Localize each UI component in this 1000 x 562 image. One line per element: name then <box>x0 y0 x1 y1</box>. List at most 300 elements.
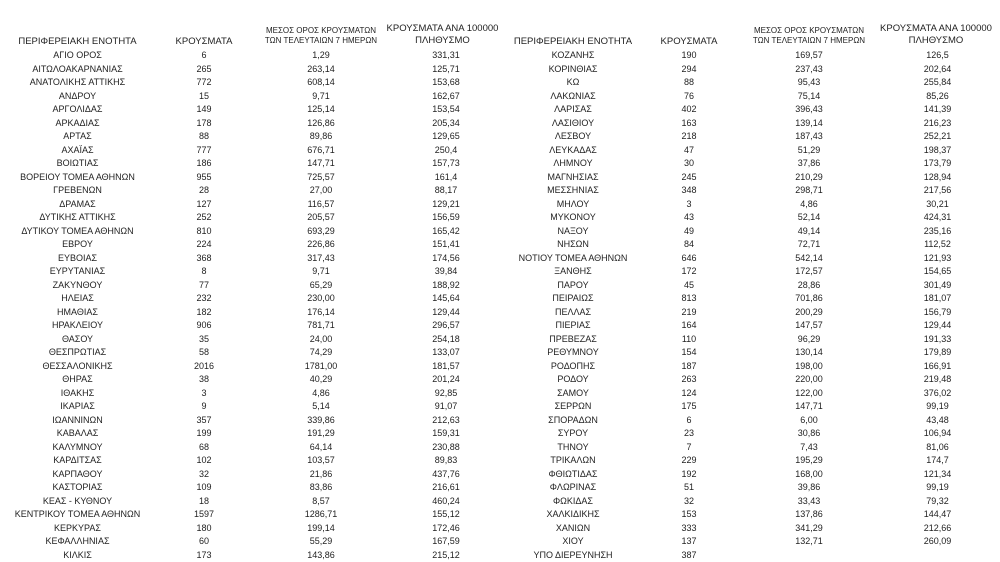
cell-region: ΠΡΕΒΕΖΑΣ <box>500 333 646 347</box>
cell-region: ΑΡΤΑΣ <box>0 130 155 144</box>
cell-cases: 777 <box>160 144 248 158</box>
cell-cases: 7 <box>640 441 738 455</box>
cell-avg-7-days: 8,57 <box>262 495 380 509</box>
cell-avg-7-days: 37,86 <box>750 157 868 171</box>
cell-avg-7-days: 83,86 <box>262 481 380 495</box>
cell-region: ΤΡΙΚΑΛΩΝ <box>500 454 646 468</box>
cell-avg-7-days: 132,71 <box>750 535 868 549</box>
cell-cases: 357 <box>160 414 248 428</box>
header-per100k <box>872 23 1000 47</box>
cell-region: ΙΚΑΡΙΑΣ <box>0 400 155 414</box>
cell-region: ΛΗΜΝΟΥ <box>500 157 646 171</box>
cell-avg-7-days: 676,71 <box>262 144 380 158</box>
cell-cases: 163 <box>640 117 738 131</box>
cell-region: ΝΑΞΟΥ <box>500 225 646 239</box>
cell-region: ΛΑΚΩΝΙΑΣ <box>500 90 646 104</box>
cell-avg-7-days: 75,14 <box>750 90 868 104</box>
table-row <box>500 522 1000 536</box>
cell-avg-7-days: 210,29 <box>750 171 868 185</box>
cell-per-100k: 128,94 <box>875 171 1000 185</box>
cell-region: ΣΠΟΡΑΔΩΝ <box>500 414 646 428</box>
cell-region: ΘΕΣΠΡΩΤΙΑΣ <box>0 346 155 360</box>
cell-avg-7-days: 137,86 <box>750 508 868 522</box>
cell-cases: 110 <box>640 333 738 347</box>
cell-cases: 182 <box>160 306 248 320</box>
cell-cases: 180 <box>160 522 248 536</box>
cell-cases: 43 <box>640 211 738 225</box>
cell-per-100k: 85,26 <box>875 90 1000 104</box>
cell-per-100k: 202,64 <box>875 63 1000 77</box>
table-row <box>0 400 500 414</box>
table-row <box>0 117 500 131</box>
cell-cases: 35 <box>160 333 248 347</box>
cell-cases: 2016 <box>160 360 248 374</box>
cell-avg-7-days: 226,86 <box>262 238 380 252</box>
right-table-body <box>500 49 1000 562</box>
cell-per-100k: 230,88 <box>385 441 507 455</box>
cell-cases: 172 <box>640 265 738 279</box>
cell-per-100k: 250,4 <box>385 144 507 158</box>
cell-per-100k: 216,23 <box>875 117 1000 131</box>
right-table-header <box>500 0 1000 48</box>
table-row <box>0 130 500 144</box>
cell-per-100k: 301,49 <box>875 279 1000 293</box>
cell-avg-7-days: 725,57 <box>262 171 380 185</box>
cell-avg-7-days: 89,86 <box>262 130 380 144</box>
cell-region: ΑΓΙΟ ΟΡΟΣ <box>0 49 155 63</box>
cell-region: ΕΥΒΟΙΑΣ <box>0 252 155 266</box>
table-row <box>500 211 1000 225</box>
cell-cases: 175 <box>640 400 738 414</box>
cell-per-100k: 424,31 <box>875 211 1000 225</box>
table-row <box>0 279 500 293</box>
cell-avg-7-days: 30,86 <box>750 427 868 441</box>
cell-cases: 6 <box>160 49 248 63</box>
cell-avg-7-days: 64,14 <box>262 441 380 455</box>
cell-region: ΓΡΕΒΕΝΩΝ <box>0 184 155 198</box>
cell-avg-7-days: 122,00 <box>750 387 868 401</box>
cell-per-100k: 162,67 <box>385 90 507 104</box>
table-row <box>0 387 500 401</box>
cell-cases: 263 <box>640 373 738 387</box>
cell-region: ΘΗΡΑΣ <box>0 373 155 387</box>
cell-per-100k: 254,18 <box>385 333 507 347</box>
cell-avg-7-days: 125,14 <box>262 103 380 117</box>
cell-cases: 164 <box>640 319 738 333</box>
table-row <box>500 157 1000 171</box>
table-row <box>0 468 500 482</box>
cell-per-100k: 255,84 <box>875 76 1000 90</box>
cell-cases: 58 <box>160 346 248 360</box>
cell-region: ΑΧΑΪΑΣ <box>0 144 155 158</box>
cell-per-100k: 99,19 <box>875 400 1000 414</box>
cell-avg-7-days: 341,29 <box>750 522 868 536</box>
cell-avg-7-days: 9,71 <box>262 265 380 279</box>
cell-cases: 60 <box>160 535 248 549</box>
cell-per-100k: 191,33 <box>875 333 1000 347</box>
header-cases: ΚΡΟΥΣΜΑΤΑ <box>160 36 248 47</box>
table-row <box>500 252 1000 266</box>
cell-cases: 38 <box>160 373 248 387</box>
table-row <box>500 481 1000 495</box>
cell-avg-7-days: 169,57 <box>750 49 868 63</box>
right-table <box>500 0 1000 541</box>
cell-region: ΠΙΕΡΙΑΣ <box>500 319 646 333</box>
cell-region: ΑΝΑΤΟΛΙΚΗΣ ΑΤΤΙΚΗΣ <box>0 76 155 90</box>
cell-per-100k: 156,59 <box>385 211 507 225</box>
cell-avg-7-days: 1286,71 <box>262 508 380 522</box>
cell-cases: 49 <box>640 225 738 239</box>
cell-region: ΣΥΡΟΥ <box>500 427 646 441</box>
header-avg <box>262 26 380 46</box>
cell-avg-7-days: 72,71 <box>750 238 868 252</box>
cell-per-100k: 81,06 <box>875 441 1000 455</box>
cell-per-100k: 179,89 <box>875 346 1000 360</box>
cell-avg-7-days: 21,86 <box>262 468 380 482</box>
cell-avg-7-days: 116,57 <box>262 198 380 212</box>
cell-region: ΙΩΑΝΝΙΝΩΝ <box>0 414 155 428</box>
cell-per-100k: 296,57 <box>385 319 507 333</box>
cell-region: ΧΙΟΥ <box>500 535 646 549</box>
table-row <box>0 225 500 239</box>
left-table-header <box>0 0 500 48</box>
cell-per-100k: 153,54 <box>385 103 507 117</box>
cell-per-100k: 88,17 <box>385 184 507 198</box>
cell-per-100k: 156,79 <box>875 306 1000 320</box>
cell-cases: 906 <box>160 319 248 333</box>
cell-region: ΧΑΛΚΙΔΙΚΗΣ <box>500 508 646 522</box>
cell-per-100k: 167,59 <box>385 535 507 549</box>
table-row <box>500 279 1000 293</box>
cell-avg-7-days: 608,14 <box>262 76 380 90</box>
cell-per-100k: 212,63 <box>385 414 507 428</box>
table-row <box>500 535 1000 549</box>
cell-region: ΝΟΤΙΟΥ ΤΟΜΕΑ ΑΘΗΝΩΝ <box>500 252 646 266</box>
cell-avg-7-days: 130,14 <box>750 346 868 360</box>
cell-avg-7-days: 6,00 <box>750 414 868 428</box>
cell-avg-7-days: 143,86 <box>262 549 380 562</box>
header-avg-line2: ΤΩΝ ΤΕΛΕΥΤΑΙΩΝ 7 ΗΜΕΡΩΝ <box>262 36 380 46</box>
cell-cases: 402 <box>640 103 738 117</box>
header-avg-line1: ΜΕΣΟΣ ΟΡΟΣ ΚΡΟΥΣΜΑΤΩΝ <box>262 26 380 36</box>
cell-cases: 229 <box>640 454 738 468</box>
cell-per-100k: 129,44 <box>385 306 507 320</box>
cell-avg-7-days: 33,43 <box>750 495 868 509</box>
cell-per-100k: 219,48 <box>875 373 1000 387</box>
header-region: ΠΕΡΙΦΕΡΕΙΑΚΗ ΕΝΟΤΗΤΑ <box>0 36 155 47</box>
cell-cases: 192 <box>640 468 738 482</box>
cell-cases: 1597 <box>160 508 248 522</box>
cell-cases: 109 <box>160 481 248 495</box>
cell-avg-7-days: 74,29 <box>262 346 380 360</box>
table-row <box>0 171 500 185</box>
cell-avg-7-days: 126,86 <box>262 117 380 131</box>
cell-avg-7-days: 147,57 <box>750 319 868 333</box>
cell-per-100k: 153,68 <box>385 76 507 90</box>
cell-cases: 190 <box>640 49 738 63</box>
table-row <box>500 468 1000 482</box>
cell-cases: 154 <box>640 346 738 360</box>
cell-region: ΜΗΛΟΥ <box>500 198 646 212</box>
table-row <box>0 157 500 171</box>
cell-region: ΒΟΡΕΙΟΥ ΤΟΜΕΑ ΑΘΗΝΩΝ <box>0 171 155 185</box>
cell-cases: 252 <box>160 211 248 225</box>
cell-avg-7-days: 95,43 <box>750 76 868 90</box>
cell-region: ΑΙΤΩΛΟΑΚΑΡΝΑΝΙΑΣ <box>0 63 155 77</box>
cell-region: ΝΗΣΩΝ <box>500 238 646 252</box>
header-avg <box>750 26 868 46</box>
cell-per-100k: 331,31 <box>385 49 507 63</box>
cell-region: ΠΕΛΛΑΣ <box>500 306 646 320</box>
table-row <box>0 90 500 104</box>
cell-region: ΛΑΣΙΘΙΟΥ <box>500 117 646 131</box>
cell-cases: 224 <box>160 238 248 252</box>
cell-per-100k: 188,92 <box>385 279 507 293</box>
cell-avg-7-days: 298,71 <box>750 184 868 198</box>
header-per100k <box>380 23 505 47</box>
cell-per-100k: 155,12 <box>385 508 507 522</box>
cell-cases: 294 <box>640 63 738 77</box>
cell-per-100k: 89,83 <box>385 454 507 468</box>
table-row <box>0 508 500 522</box>
header-avg-line1: ΜΕΣΟΣ ΟΡΟΣ ΚΡΟΥΣΜΑΤΩΝ <box>750 26 868 36</box>
table-row <box>500 117 1000 131</box>
cell-avg-7-days: 237,43 <box>750 63 868 77</box>
cell-region: ΜΕΣΣΗΝΙΑΣ <box>500 184 646 198</box>
cell-cases: 18 <box>160 495 248 509</box>
cell-avg-7-days: 263,14 <box>262 63 380 77</box>
cell-avg-7-days: 7,43 <box>750 441 868 455</box>
cell-region: ΚΑΛΥΜΝΟΥ <box>0 441 155 455</box>
cell-per-100k: 252,21 <box>875 130 1000 144</box>
cell-region: ΡΕΘΥΜΝΟΥ <box>500 346 646 360</box>
cell-cases: 245 <box>640 171 738 185</box>
cell-region: ΞΑΝΘΗΣ <box>500 265 646 279</box>
cell-region: ΦΘΙΩΤΙΔΑΣ <box>500 468 646 482</box>
cell-cases: 186 <box>160 157 248 171</box>
table-row <box>500 454 1000 468</box>
table-row <box>0 427 500 441</box>
cell-per-100k: 205,34 <box>385 117 507 131</box>
cell-region: ΜΥΚΟΝΟΥ <box>500 211 646 225</box>
cell-cases: 15 <box>160 90 248 104</box>
cell-avg-7-days: 701,86 <box>750 292 868 306</box>
table-row <box>500 427 1000 441</box>
table-row <box>0 144 500 158</box>
cell-avg-7-days: 230,00 <box>262 292 380 306</box>
cell-avg-7-days: 220,00 <box>750 373 868 387</box>
cell-region: ΚΙΛΚΙΣ <box>0 549 155 562</box>
cell-per-100k: 165,42 <box>385 225 507 239</box>
cell-cases: 23 <box>640 427 738 441</box>
cell-per-100k: 144,47 <box>875 508 1000 522</box>
cell-avg-7-days: 172,57 <box>750 265 868 279</box>
cell-region: ΙΘΑΚΗΣ <box>0 387 155 401</box>
table-row <box>500 319 1000 333</box>
cell-region: ΧΑΝΙΩΝ <box>500 522 646 536</box>
cell-cases: 88 <box>640 76 738 90</box>
table-row <box>500 333 1000 347</box>
table-row <box>500 549 1000 562</box>
cell-region: ΣΑΜΟΥ <box>500 387 646 401</box>
table-row <box>0 184 500 198</box>
header-per100k-line1: ΚΡΟΥΣΜΑΤΑ ΑΝΑ 100000 <box>872 23 1000 35</box>
table-row <box>0 454 500 468</box>
cell-cases: 772 <box>160 76 248 90</box>
cell-region: ΚΕΡΚΥΡΑΣ <box>0 522 155 536</box>
cell-cases: 127 <box>160 198 248 212</box>
table-row <box>500 441 1000 455</box>
cell-cases: 9 <box>160 400 248 414</box>
cell-cases: 137 <box>640 535 738 549</box>
table-row <box>500 90 1000 104</box>
cell-per-100k: 121,34 <box>875 468 1000 482</box>
table-row <box>500 238 1000 252</box>
cell-region: ΤΗΝΟΥ <box>500 441 646 455</box>
cell-avg-7-days: 55,29 <box>262 535 380 549</box>
cell-region: ΗΜΑΘΙΑΣ <box>0 306 155 320</box>
header-avg-line2: ΤΩΝ ΤΕΛΕΥΤΑΙΩΝ 7 ΗΜΕΡΩΝ <box>750 36 868 46</box>
table-row <box>0 76 500 90</box>
cell-avg-7-days: 96,29 <box>750 333 868 347</box>
table-row <box>500 103 1000 117</box>
cell-region: ΑΡΚΑΔΙΑΣ <box>0 117 155 131</box>
cell-region: ΑΡΓΟΛΙΔΑΣ <box>0 103 155 117</box>
cell-per-100k: 174,7 <box>875 454 1000 468</box>
cell-per-100k: 157,73 <box>385 157 507 171</box>
table-row <box>500 292 1000 306</box>
table-row <box>500 198 1000 212</box>
table-row <box>0 414 500 428</box>
cell-avg-7-days: 199,14 <box>262 522 380 536</box>
cell-avg-7-days: 103,57 <box>262 454 380 468</box>
cell-per-100k: 129,21 <box>385 198 507 212</box>
cell-region: ΚΩ <box>500 76 646 90</box>
table-row <box>500 508 1000 522</box>
table-row <box>0 49 500 63</box>
cell-cases: 6 <box>640 414 738 428</box>
cell-per-100k: 126,5 <box>875 49 1000 63</box>
table-row <box>0 333 500 347</box>
cell-cases: 813 <box>640 292 738 306</box>
cell-per-100k: 201,24 <box>385 373 507 387</box>
table-row <box>500 225 1000 239</box>
cell-per-100k: 161,4 <box>385 171 507 185</box>
cell-cases: 955 <box>160 171 248 185</box>
cell-region: ΖΑΚΥΝΘΟΥ <box>0 279 155 293</box>
cell-per-100k: 129,44 <box>875 319 1000 333</box>
table-row <box>0 549 500 562</box>
cell-region: ΚΕΝΤΡΙΚΟΥ ΤΟΜΕΑ ΑΘΗΝΩΝ <box>0 508 155 522</box>
cell-per-100k: 39,84 <box>385 265 507 279</box>
cell-cases: 84 <box>640 238 738 252</box>
cell-region: ΣΕΡΡΩΝ <box>500 400 646 414</box>
table-row <box>0 211 500 225</box>
cell-region: ΒΟΙΩΤΙΑΣ <box>0 157 155 171</box>
table-row <box>500 387 1000 401</box>
cell-region: ΡΟΔΟΠΗΣ <box>500 360 646 374</box>
cell-region: ΑΝΔΡΟΥ <box>0 90 155 104</box>
cell-region: ΔΥΤΙΚΗΣ ΑΤΤΙΚΗΣ <box>0 211 155 225</box>
cell-region: ΦΛΩΡΙΝΑΣ <box>500 481 646 495</box>
cell-per-100k: 159,31 <box>385 427 507 441</box>
table-row <box>0 292 500 306</box>
table-row <box>500 360 1000 374</box>
cell-region: ΚΑΣΤΟΡΙΑΣ <box>0 481 155 495</box>
cell-cases: 28 <box>160 184 248 198</box>
cell-cases: 47 <box>640 144 738 158</box>
cell-avg-7-days: 4,86 <box>750 198 868 212</box>
cell-per-100k: 437,76 <box>385 468 507 482</box>
cell-per-100k: 181,57 <box>385 360 507 374</box>
table-row <box>0 63 500 77</box>
cell-cases: 76 <box>640 90 738 104</box>
cell-region: ΥΠΟ ΔΙΕΡΕΥΝΗΣΗ <box>500 549 646 562</box>
cell-per-100k: 79,32 <box>875 495 1000 509</box>
table-row <box>500 49 1000 63</box>
cell-avg-7-days: 65,29 <box>262 279 380 293</box>
table-row <box>500 265 1000 279</box>
table-row <box>0 238 500 252</box>
cell-region: ΗΛΕΙΑΣ <box>0 292 155 306</box>
cell-avg-7-days: 139,14 <box>750 117 868 131</box>
cell-per-100k: 212,66 <box>875 522 1000 536</box>
table-row <box>500 76 1000 90</box>
cell-per-100k: 376,02 <box>875 387 1000 401</box>
cell-cases: 810 <box>160 225 248 239</box>
cell-per-100k: 112,52 <box>875 238 1000 252</box>
table-row <box>500 414 1000 428</box>
cell-region: ΚΟΖΑΝΗΣ <box>500 49 646 63</box>
cell-cases: 3 <box>640 198 738 212</box>
cell-cases: 45 <box>640 279 738 293</box>
cell-avg-7-days: 317,43 <box>262 252 380 266</box>
cell-per-100k: 154,65 <box>875 265 1000 279</box>
cell-avg-7-days: 195,29 <box>750 454 868 468</box>
cell-per-100k: 260,09 <box>875 535 1000 549</box>
cell-cases: 178 <box>160 117 248 131</box>
cell-per-100k: 173,79 <box>875 157 1000 171</box>
cell-cases: 88 <box>160 130 248 144</box>
header-cases: ΚΡΟΥΣΜΑΤΑ <box>640 36 738 47</box>
cell-avg-7-days: 339,86 <box>262 414 380 428</box>
cell-avg-7-days: 1,29 <box>262 49 380 63</box>
cell-avg-7-days: 1781,00 <box>262 360 380 374</box>
cell-per-100k: 235,16 <box>875 225 1000 239</box>
cell-region: ΚΕΦΑΛΛΗΝΙΑΣ <box>0 535 155 549</box>
cell-region: ΕΒΡΟΥ <box>0 238 155 252</box>
table-row <box>500 495 1000 509</box>
cell-cases: 348 <box>640 184 738 198</box>
header-per100k-line2: ΠΛΗΘΥΣΜΟ <box>380 35 505 47</box>
cell-avg-7-days: 542,14 <box>750 252 868 266</box>
header-per100k-line2: ΠΛΗΘΥΣΜΟ <box>872 35 1000 47</box>
cell-avg-7-days: 396,43 <box>750 103 868 117</box>
left-table-body <box>0 49 500 562</box>
cell-per-100k: 151,41 <box>385 238 507 252</box>
table-row <box>0 198 500 212</box>
table-row <box>0 319 500 333</box>
cell-per-100k: 181,07 <box>875 292 1000 306</box>
table-row <box>500 373 1000 387</box>
left-table <box>0 0 500 541</box>
table-row <box>0 535 500 549</box>
cell-region: ΗΡΑΚΛΕΙΟΥ <box>0 319 155 333</box>
cell-cases: 149 <box>160 103 248 117</box>
cell-per-100k: 133,07 <box>385 346 507 360</box>
table-row <box>0 481 500 495</box>
cell-region: ΔΡΑΜΑΣ <box>0 198 155 212</box>
